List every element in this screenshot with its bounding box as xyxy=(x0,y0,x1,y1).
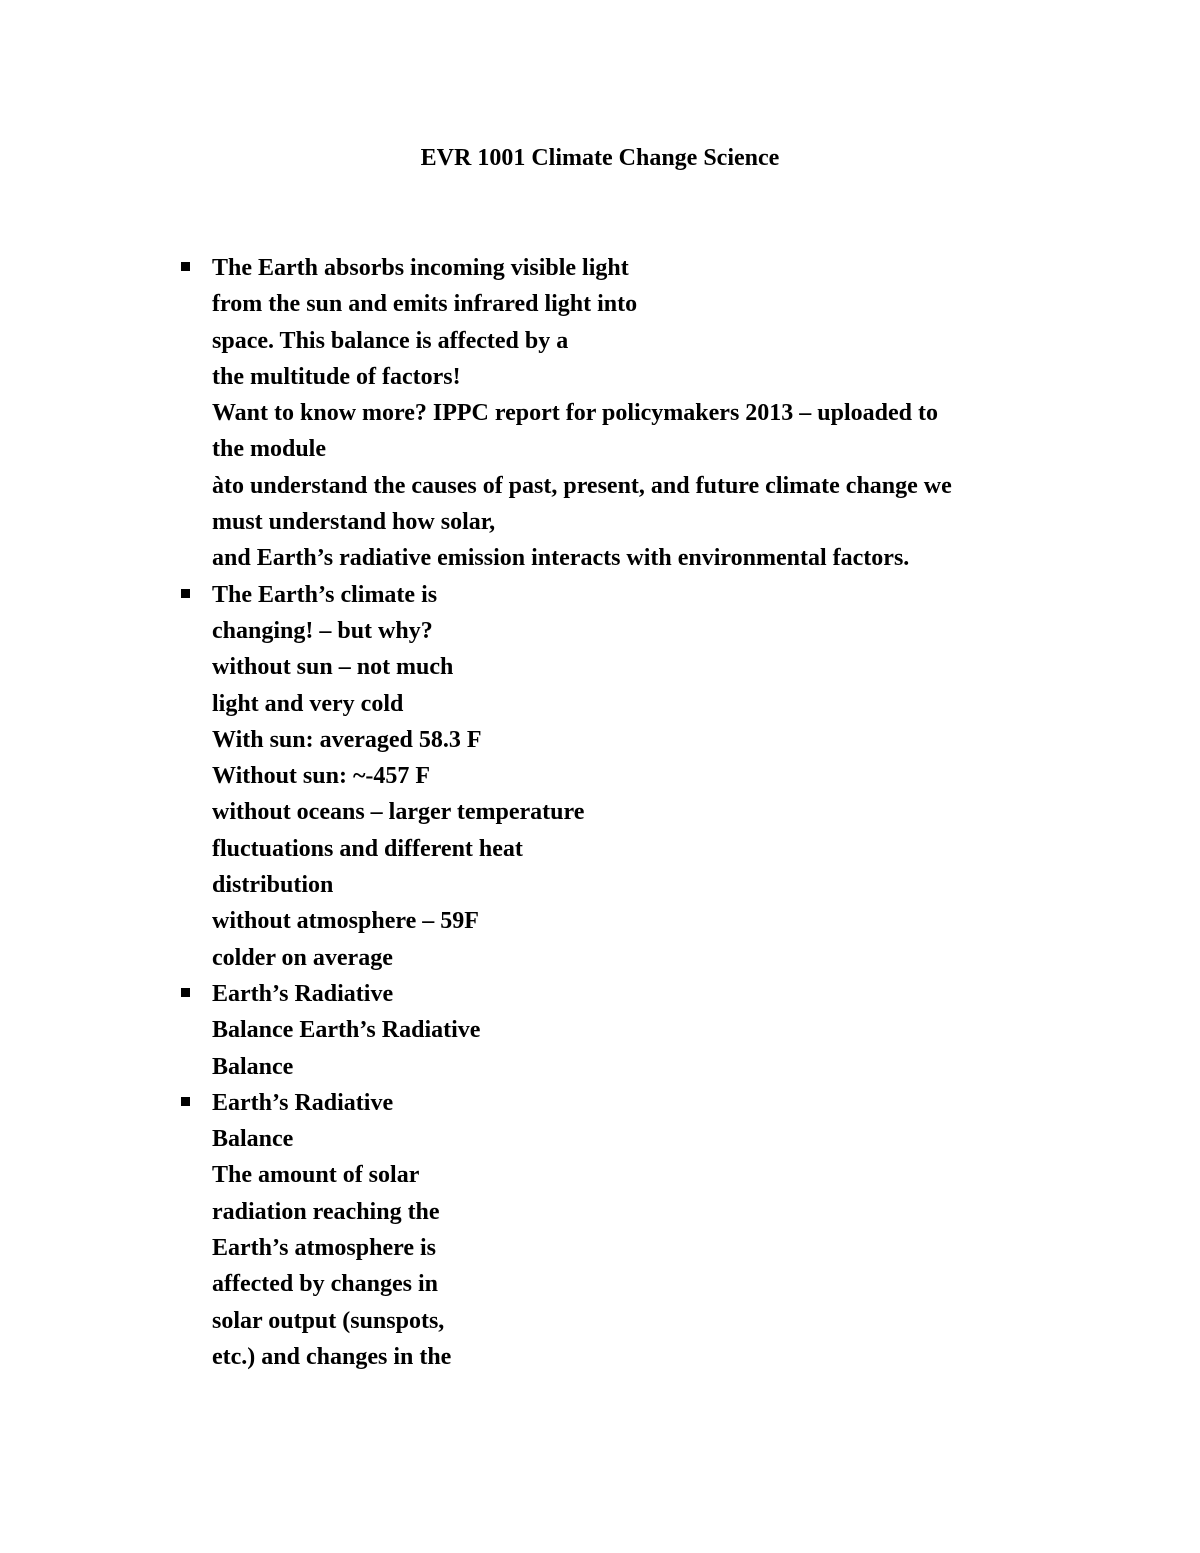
bullet-line: The Earth absorbs incoming visible light xyxy=(212,255,629,281)
bullet-line: Want to know more? IPPC report for policymakers 2013 – uploaded to xyxy=(212,400,938,427)
bullet-line: The Earth’s climate is xyxy=(212,581,438,608)
bullet-line: the multitude of factors! xyxy=(212,363,461,390)
bullet-line: distribution xyxy=(212,872,334,899)
bullet-line: the module xyxy=(212,436,326,463)
bullet-line: changing! – but why? xyxy=(212,617,433,644)
bullet-line: Earth’s atmosphere is xyxy=(212,1235,436,1262)
bullet-line: fluctuations and different heat xyxy=(212,835,523,862)
square-bullet-icon xyxy=(181,988,190,997)
bullet-line: light and very cold xyxy=(212,690,404,717)
bullet-line: Balance xyxy=(212,1053,294,1080)
bullet-line: Without sun: ~-457 F xyxy=(212,763,431,790)
bullet-line: Earth’s Radiative xyxy=(212,1089,394,1116)
bullet-line: Balance xyxy=(212,1126,294,1153)
bullet-line: àto understand the causes of past, present, and future climate change we xyxy=(212,472,952,499)
bullet-item-3 xyxy=(0,976,952,1085)
document-title: EVR 1001 Climate Change Science xyxy=(420,145,780,171)
bullet-line: Earth’s Radiative xyxy=(212,980,394,1007)
bullet-line: The amount of solar xyxy=(212,1162,420,1189)
square-bullet-icon xyxy=(181,1097,190,1106)
bullet-line: without sun – not much xyxy=(212,654,454,681)
bullet-line: With sun: averaged 58.3 F xyxy=(212,726,482,753)
bullet-line: without atmosphere – 59F xyxy=(212,908,479,935)
bullet-line: affected by changes in xyxy=(212,1271,438,1298)
bullet-line: space. This balance is affected by a xyxy=(212,327,569,354)
bullet-item-1 xyxy=(0,250,952,577)
bullet-line: Balance Earth’s Radiative xyxy=(212,1017,481,1044)
bullet-line: must understand how solar, xyxy=(212,509,496,536)
bullet-line: without oceans – larger temperature xyxy=(212,799,585,826)
bullet-item-2 xyxy=(0,577,952,976)
bullet-line: radiation reaching the xyxy=(212,1198,440,1225)
bullet-item-4 xyxy=(0,1085,952,1375)
square-bullet-icon xyxy=(181,589,190,598)
bullet-line: and Earth’s radiative emission interacts with environmental factors. xyxy=(212,545,910,572)
bullet-list xyxy=(0,250,952,1375)
bullet-line: solar output (sunspots, xyxy=(212,1307,445,1334)
bullet-line: colder on average xyxy=(212,944,393,971)
square-bullet-icon xyxy=(181,262,190,271)
bullet-line: etc.) and changes in the xyxy=(212,1343,452,1370)
bullet-line: from the sun and emits infrared light into xyxy=(212,291,638,318)
